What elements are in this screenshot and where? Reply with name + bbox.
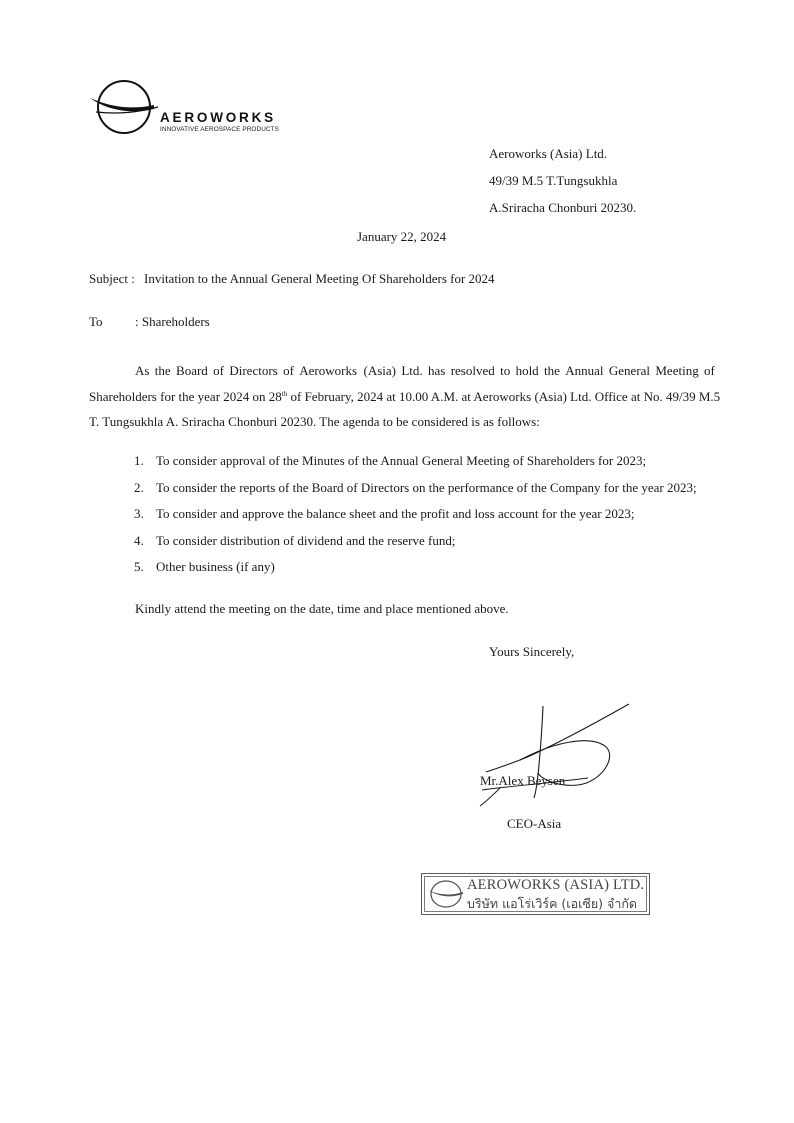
logo-company-name: AEROWORKS: [160, 110, 276, 125]
signatory-name: Mr.Alex Beysen: [480, 773, 566, 788]
ordinal-superscript: th: [281, 389, 288, 398]
recipient-label: To: [89, 314, 103, 329]
handwritten-signature: [470, 700, 645, 812]
agenda-item: 2. To consider the reports of the Board of Directors on the performance of the Company for the year 2023;: [134, 480, 697, 495]
address-line-1: Aeroworks (Asia) Ltd.: [489, 146, 608, 161]
subject-text: Invitation to the Annual General Meeting Of Shareholders for 2024: [144, 271, 495, 286]
closing-salutation: Yours Sincerely,: [489, 644, 575, 659]
subject-label: Subject :: [89, 271, 135, 286]
address-line-3: A.Sriracha Chonburi 20230.: [489, 200, 637, 215]
body-paragraph: [89, 358, 721, 435]
body-line-2: Shareholders for the year 2024 on 28th of February, 2024 at 10.00 A.M. at Aeroworks (Asia) Ltd. Office at No. 49/39 M.5: [89, 388, 721, 404]
address-line-2: 49/39 M.5 T.Tungsukhla: [489, 173, 618, 188]
agenda-item: 1. To consider approval of the Minutes of the Annual General Meeting of Shareholders for 2023;: [134, 453, 647, 468]
stamp-company-name: AEROWORKS (ASIA) LTD.: [467, 877, 645, 893]
agenda-item: 3. To consider and approve the balance sheet and the profit and loss account for the year 2023;: [134, 506, 635, 521]
signatory-title: CEO-Asia: [507, 816, 562, 831]
recipient-text: : Shareholders: [135, 314, 210, 329]
stamp-logo-icon: [427, 879, 465, 909]
agenda-item: 4. To consider distribution of dividend and the reserve fund;: [134, 533, 456, 548]
letter-date: January 22, 2024: [357, 229, 447, 244]
body-line-1: As the Board of Directors of Aeroworks (Asia) Ltd. has resolved to hold the Annual General Meeting of: [135, 363, 715, 378]
agenda-item: 5. Other business (if any): [134, 559, 275, 574]
stamp-company-name-thai: บริษัท แอโร่เวิร์ค (เอเซีย) จำกัด: [467, 896, 638, 911]
closing-request: Kindly attend the meeting on the date, time and place mentioned above.: [135, 601, 509, 616]
company-logo: [88, 78, 293, 138]
logo-tagline: INNOVATIVE AEROSPACE PRODUCTS: [160, 126, 280, 133]
body-line-3: T. Tungsukhla A. Sriracha Chonburi 20230. The agenda to be considered is as follows:: [89, 414, 540, 429]
aeroworks-swoosh-icon: [88, 78, 168, 140]
company-stamp: [421, 873, 650, 915]
